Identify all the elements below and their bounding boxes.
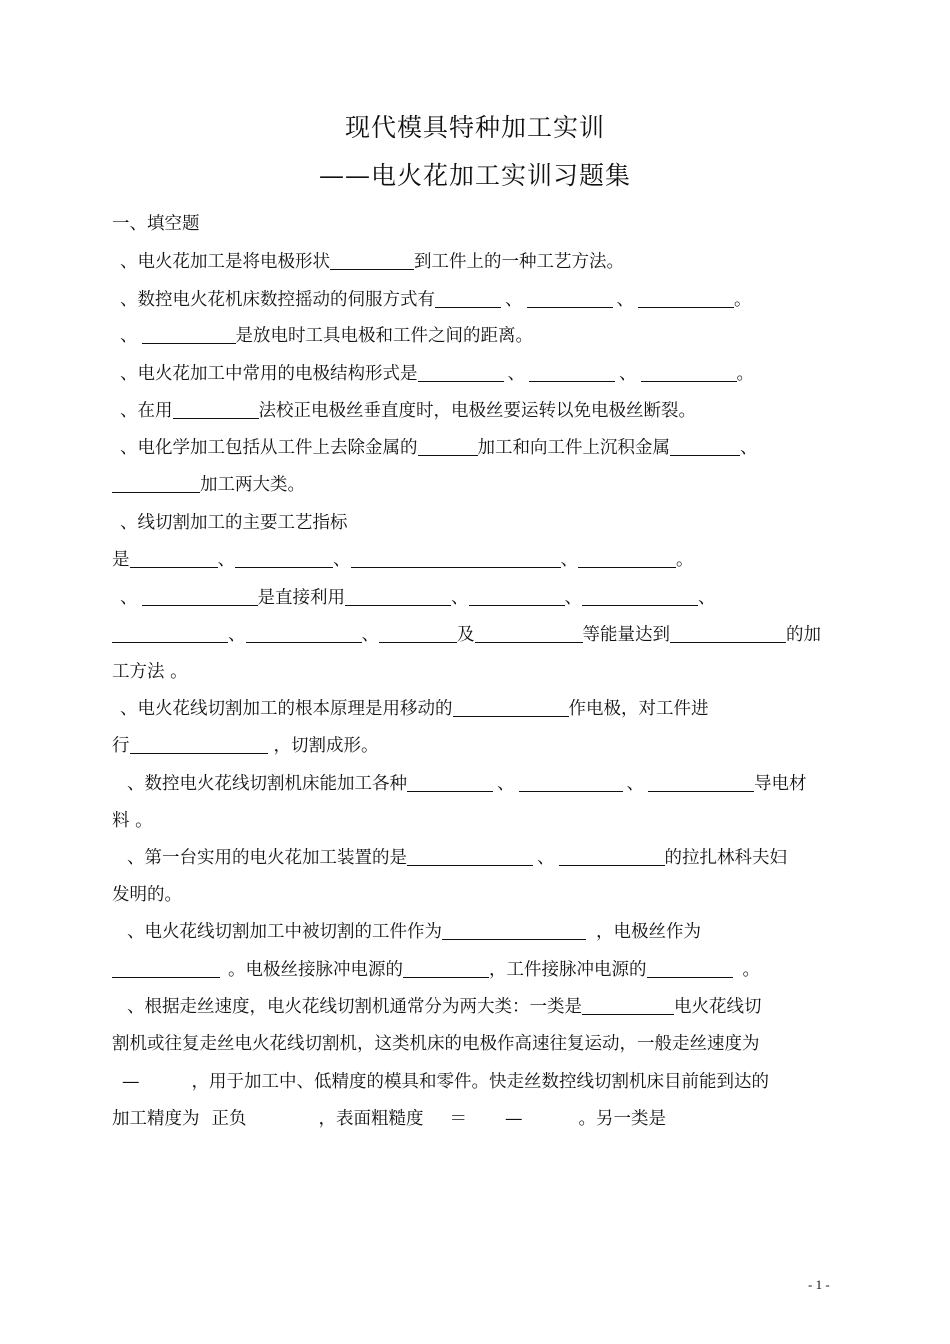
- q10-blank-2[interactable]: [519, 773, 623, 792]
- q8-text-a: 、: [120, 588, 138, 608]
- q13-text-b: 电火花线切: [674, 997, 762, 1017]
- q13-dash-2: —: [505, 1109, 523, 1129]
- q2-blank-2[interactable]: [527, 289, 613, 308]
- q3-blank-1[interactable]: [142, 325, 236, 344]
- q12-text-b: ，电极丝作为: [596, 922, 701, 942]
- question-11-cont: [112, 882, 840, 908]
- q4-blank-1[interactable]: [418, 363, 504, 382]
- q5-text-b: 法校正电极丝垂直度时，电极丝要运转以免电极丝断裂。: [258, 401, 696, 421]
- question-7: [120, 510, 848, 536]
- q10-sep-1: 、: [497, 774, 515, 794]
- q7-text-b: 是: [112, 550, 130, 570]
- q10-text-c: 料 。: [112, 811, 153, 831]
- q7-blank-1[interactable]: [130, 549, 218, 568]
- q10-text-b: 导电材: [754, 774, 807, 794]
- question-8: [120, 585, 848, 611]
- q8-text-f: 工方法 。: [112, 662, 188, 682]
- q4-blank-2[interactable]: [529, 363, 615, 382]
- section-heading: 一、填空题: [112, 214, 200, 234]
- q8-blank-2[interactable]: [345, 587, 451, 606]
- question-8-cont: [112, 622, 840, 648]
- question-9: [120, 696, 848, 722]
- q12-blank-3[interactable]: [403, 959, 489, 978]
- q5-text-a: 、在用: [120, 401, 173, 421]
- document-title: 现代模具特种加工实训: [344, 113, 605, 142]
- q12-text-c: 。电极丝接脉冲电源的: [228, 960, 403, 980]
- q4-blank-3[interactable]: [641, 363, 737, 382]
- q8-text-e: 的加: [786, 625, 821, 645]
- question-13-cont-3: [112, 1106, 840, 1132]
- q7-text-a: 、线切割加工的主要工艺指标: [120, 513, 348, 533]
- question-11: [127, 845, 855, 871]
- question-12: [127, 919, 855, 945]
- q4-sep-1: 、: [507, 364, 525, 384]
- question-1: [120, 249, 848, 275]
- q7-blank-3[interactable]: [351, 549, 561, 568]
- q10-text-a: 、数控电火花线切割机床能加工各种: [127, 774, 407, 794]
- question-9-cont: [112, 733, 840, 759]
- question-10: [127, 771, 855, 797]
- q12-blank-1[interactable]: [442, 921, 586, 940]
- q6-blank-2[interactable]: [670, 437, 740, 456]
- q12-blank-2[interactable]: [112, 959, 220, 978]
- q9-blank-1[interactable]: [453, 698, 569, 717]
- q8-text-c: 及: [457, 625, 475, 645]
- q5-blank-1[interactable]: [173, 400, 259, 419]
- q13-blank-1[interactable]: [582, 996, 674, 1015]
- q6-blank-1[interactable]: [418, 437, 478, 456]
- q3-text-b: 是放电时工具电极和工件之间的距离。: [235, 326, 533, 346]
- question-5: [120, 398, 848, 424]
- q7-blank-2[interactable]: [235, 549, 333, 568]
- q13-equals: ＝: [449, 1109, 467, 1129]
- q8-sep-5: 、: [361, 625, 379, 645]
- q12-blank-4[interactable]: [647, 959, 733, 978]
- q10-blank-1[interactable]: [407, 773, 493, 792]
- q8-blank-8[interactable]: [475, 624, 583, 643]
- q6-sep: 、: [740, 438, 758, 458]
- question-13: [127, 994, 855, 1020]
- q2-blank-1[interactable]: [435, 289, 501, 308]
- q7-sep-3: 、: [560, 550, 578, 570]
- q8-sep-2: 、: [564, 588, 582, 608]
- question-13-cont: [112, 1031, 840, 1057]
- q4-text-a: 、电火花加工中常用的电极结构形式是: [120, 364, 418, 384]
- q8-sep-1: 、: [451, 588, 469, 608]
- question-12-cont: [112, 957, 840, 983]
- question-10-cont: [112, 808, 840, 834]
- q13-text-k: 。另一类是: [578, 1109, 666, 1129]
- question-4: [120, 361, 848, 387]
- question-8-cont-2: [112, 659, 840, 685]
- q6-text-b: 加工和向工件上沉积金属: [477, 438, 670, 458]
- question-3: [120, 323, 848, 349]
- q13-text-f: 加工精度为: [112, 1109, 200, 1129]
- q7-sep-1: 、: [217, 550, 235, 570]
- q8-blank-5[interactable]: [112, 624, 228, 643]
- q7-end: 。: [676, 550, 694, 570]
- q11-text-a: 、第一台实用的电火花加工装置的是: [127, 848, 407, 868]
- q1-blank-1[interactable]: [330, 251, 414, 270]
- q12-text-e: 。: [742, 960, 760, 980]
- q12-text-d: ，工件接脉冲电源的: [489, 960, 647, 980]
- q6-text-a: 、电化学加工包括从工件上去除金属的: [120, 438, 418, 458]
- q8-blank-3[interactable]: [469, 587, 565, 606]
- question-6: [120, 435, 848, 461]
- q13-text-g: 正负: [211, 1109, 247, 1129]
- q13-text-a: 、根据走丝速度，电火花线切割机通常分为两大类：一类是: [127, 997, 582, 1017]
- q2-blank-3[interactable]: [638, 289, 734, 308]
- q2-text-a: 、数控电火花机床数控摇动的伺服方式有: [120, 290, 435, 310]
- q13-text-h: ，表面粗糙度: [318, 1109, 424, 1129]
- q6-blank-3[interactable]: [112, 474, 200, 493]
- q2-sep-1: 、: [505, 290, 523, 310]
- q8-blank-9[interactable]: [670, 624, 786, 643]
- q8-blank-7[interactable]: [379, 624, 457, 643]
- question-13-cont-2: [112, 1069, 840, 1095]
- q11-blank-2[interactable]: [559, 847, 665, 866]
- q4-sep-2: 、: [619, 364, 637, 384]
- question-2: [120, 287, 848, 313]
- q11-blank-1[interactable]: [407, 847, 533, 866]
- q7-sep-2: 、: [333, 550, 351, 570]
- q12-text-a: 、电火花线切割加工中被切割的工件作为: [127, 922, 442, 942]
- page-number: - 1 -: [808, 1277, 830, 1292]
- q8-blank-6[interactable]: [246, 624, 362, 643]
- q10-blank-3[interactable]: [648, 773, 754, 792]
- q2-end: 。: [734, 290, 752, 310]
- document-subtitle: ——电火花加工实训习题集: [318, 161, 631, 190]
- question-6-cont: [112, 472, 840, 498]
- q8-sep-4: 、: [228, 625, 246, 645]
- q11-text-c: 发明的。: [112, 885, 182, 905]
- q9-text-a: 、电火花线切割加工的根本原理是用移动的: [120, 699, 453, 719]
- q7-blank-4[interactable]: [578, 549, 676, 568]
- q8-text-b: 是直接利用: [257, 588, 345, 608]
- q6-text-d: 加工两大类。: [200, 475, 305, 495]
- q13-text-c: 割机或往复走丝电火花线切割机，这类机床的电极作高速往复运动，一般走丝速度为: [112, 1034, 760, 1054]
- q9-blank-2[interactable]: [130, 735, 268, 754]
- q1-text-a: 、电火花加工是将电极形状: [120, 252, 330, 272]
- q9-text-b: 作电极，对工件进: [568, 699, 709, 719]
- q11-text-b: 的拉扎林科夫妇: [664, 848, 787, 868]
- q10-sep-2: 、: [626, 774, 644, 794]
- q4-end: 。: [736, 364, 754, 384]
- q8-text-d: 等能量达到: [582, 625, 670, 645]
- q3-text-a: 、: [120, 326, 138, 346]
- q11-sep: 、: [537, 848, 555, 868]
- q8-sep-3: 、: [698, 588, 716, 608]
- q8-blank-4[interactable]: [582, 587, 698, 606]
- q2-sep-2: 、: [616, 290, 634, 310]
- q9-text-c: 行: [112, 736, 130, 756]
- q13-text-e: ，用于加工中、低精度的模具和零件。快走丝数控线切割机床目前能到达的: [191, 1072, 769, 1092]
- q1-text-b: 到工件上的一种工艺方法。: [414, 252, 624, 272]
- q9-text-d: ，切割成形。: [273, 736, 379, 756]
- q13-dash-1: —: [122, 1072, 140, 1092]
- q8-blank-1[interactable]: [142, 587, 258, 606]
- question-7-cont: [112, 547, 840, 573]
